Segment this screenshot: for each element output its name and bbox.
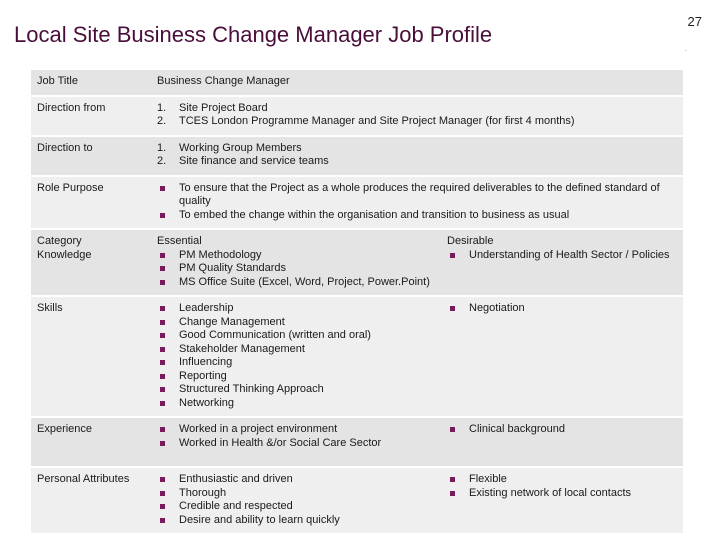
row-skills — [31, 296, 683, 417]
desirable-column — [441, 296, 683, 417]
list-item: Worked in Health &/or Social Care Sector — [157, 437, 435, 451]
row-personal-attributes — [31, 467, 683, 534]
list-item: MS Office Suite (Excel, Word, Project, Power.Point) — [157, 276, 435, 290]
bullet-list — [157, 249, 435, 290]
list-item: Reporting — [157, 370, 435, 384]
list-item: Credible and respected — [157, 500, 435, 514]
bullet-list — [157, 473, 435, 527]
label-line: Category — [37, 235, 82, 247]
list-item: PM Quality Standards — [157, 262, 435, 276]
list-item: Change Management — [157, 316, 435, 330]
row-label: Skills — [31, 296, 151, 417]
label-line: Knowledge — [37, 248, 92, 261]
list-item: Existing network of local contacts — [447, 487, 677, 501]
list-number: 1. — [157, 141, 167, 154]
list-number: 2. — [157, 155, 167, 167]
list-item-text: Site finance and service teams — [179, 155, 329, 167]
list-item: Thorough — [157, 487, 435, 501]
essential-column — [151, 229, 441, 296]
list-item-text: TCES London Programme Manager and Site Project Manager (for first 4 months) — [179, 115, 575, 127]
essential-column — [151, 296, 441, 417]
row-direction-from — [31, 96, 683, 136]
desirable-column — [441, 417, 683, 467]
list-number: 2. — [157, 115, 167, 127]
list-item: Structured Thinking Approach — [157, 383, 435, 397]
bullet-list — [447, 423, 677, 437]
list-item: Stakeholder Management — [157, 343, 435, 357]
list-item-text: Working Group Members — [179, 141, 302, 154]
list-item: Desire and ability to learn quickly — [157, 514, 435, 528]
list-item: Flexible — [447, 473, 677, 487]
list-item: Clinical background — [447, 423, 677, 437]
bullet-list — [447, 473, 677, 500]
list-item: Influencing — [157, 356, 435, 370]
row-label: Personal Attributes — [31, 467, 151, 534]
list-item: Good Communication (written and oral) — [157, 329, 435, 343]
desirable-column — [441, 467, 683, 534]
row-value — [151, 96, 683, 136]
list-item — [157, 102, 677, 116]
list-number: 1. — [157, 101, 167, 114]
row-value: Business Change Manager — [151, 70, 683, 96]
list-item: Networking — [157, 397, 435, 411]
desirable-column — [441, 229, 683, 296]
list-item-text: Site Project Board — [179, 101, 268, 114]
slide-number: 27 — [687, 14, 702, 29]
desirable-heading: Desirable — [447, 235, 494, 247]
decorative-dot: . — [684, 44, 687, 53]
essential-column — [151, 467, 441, 534]
list-item: Enthusiastic and driven — [157, 473, 435, 487]
list-item — [157, 115, 677, 129]
bullet-list — [447, 249, 677, 263]
row-job-title — [31, 70, 683, 96]
essential-heading: Essential — [157, 235, 202, 247]
bullet-list — [157, 182, 677, 223]
list-item — [157, 142, 677, 156]
numbered-list — [157, 142, 677, 169]
row-label: Direction from — [31, 96, 151, 136]
row-label: Job Title — [31, 70, 151, 96]
bullet-list — [447, 302, 677, 316]
row-label: Experience — [31, 417, 151, 467]
row-value — [151, 136, 683, 176]
list-item: Worked in a project environment — [157, 423, 435, 437]
row-role-purpose — [31, 176, 683, 230]
row-label — [31, 229, 151, 296]
row-label: Direction to — [31, 136, 151, 176]
bullet-list — [157, 302, 435, 410]
page-title: Local Site Business Change Manager Job Profile — [14, 22, 493, 47]
list-item — [157, 155, 677, 169]
list-item: To embed the change within the organisation and transition to business as usual — [157, 209, 677, 223]
list-item: PM Methodology — [157, 249, 435, 263]
row-direction-to — [31, 136, 683, 176]
essential-column — [151, 417, 441, 467]
row-value — [151, 176, 683, 230]
row-label: Role Purpose — [31, 176, 151, 230]
list-item: To ensure that the Project as a whole produces the required deliverables to the defined standard of quality — [157, 182, 677, 209]
row-experience — [31, 417, 683, 467]
list-item: Negotiation — [447, 302, 677, 316]
numbered-list — [157, 102, 677, 129]
row-category-knowledge — [31, 229, 683, 296]
list-item: Leadership — [157, 302, 435, 316]
job-profile-table — [31, 70, 683, 535]
list-item: Understanding of Health Sector / Policies — [447, 249, 677, 263]
bullet-list — [157, 423, 435, 450]
